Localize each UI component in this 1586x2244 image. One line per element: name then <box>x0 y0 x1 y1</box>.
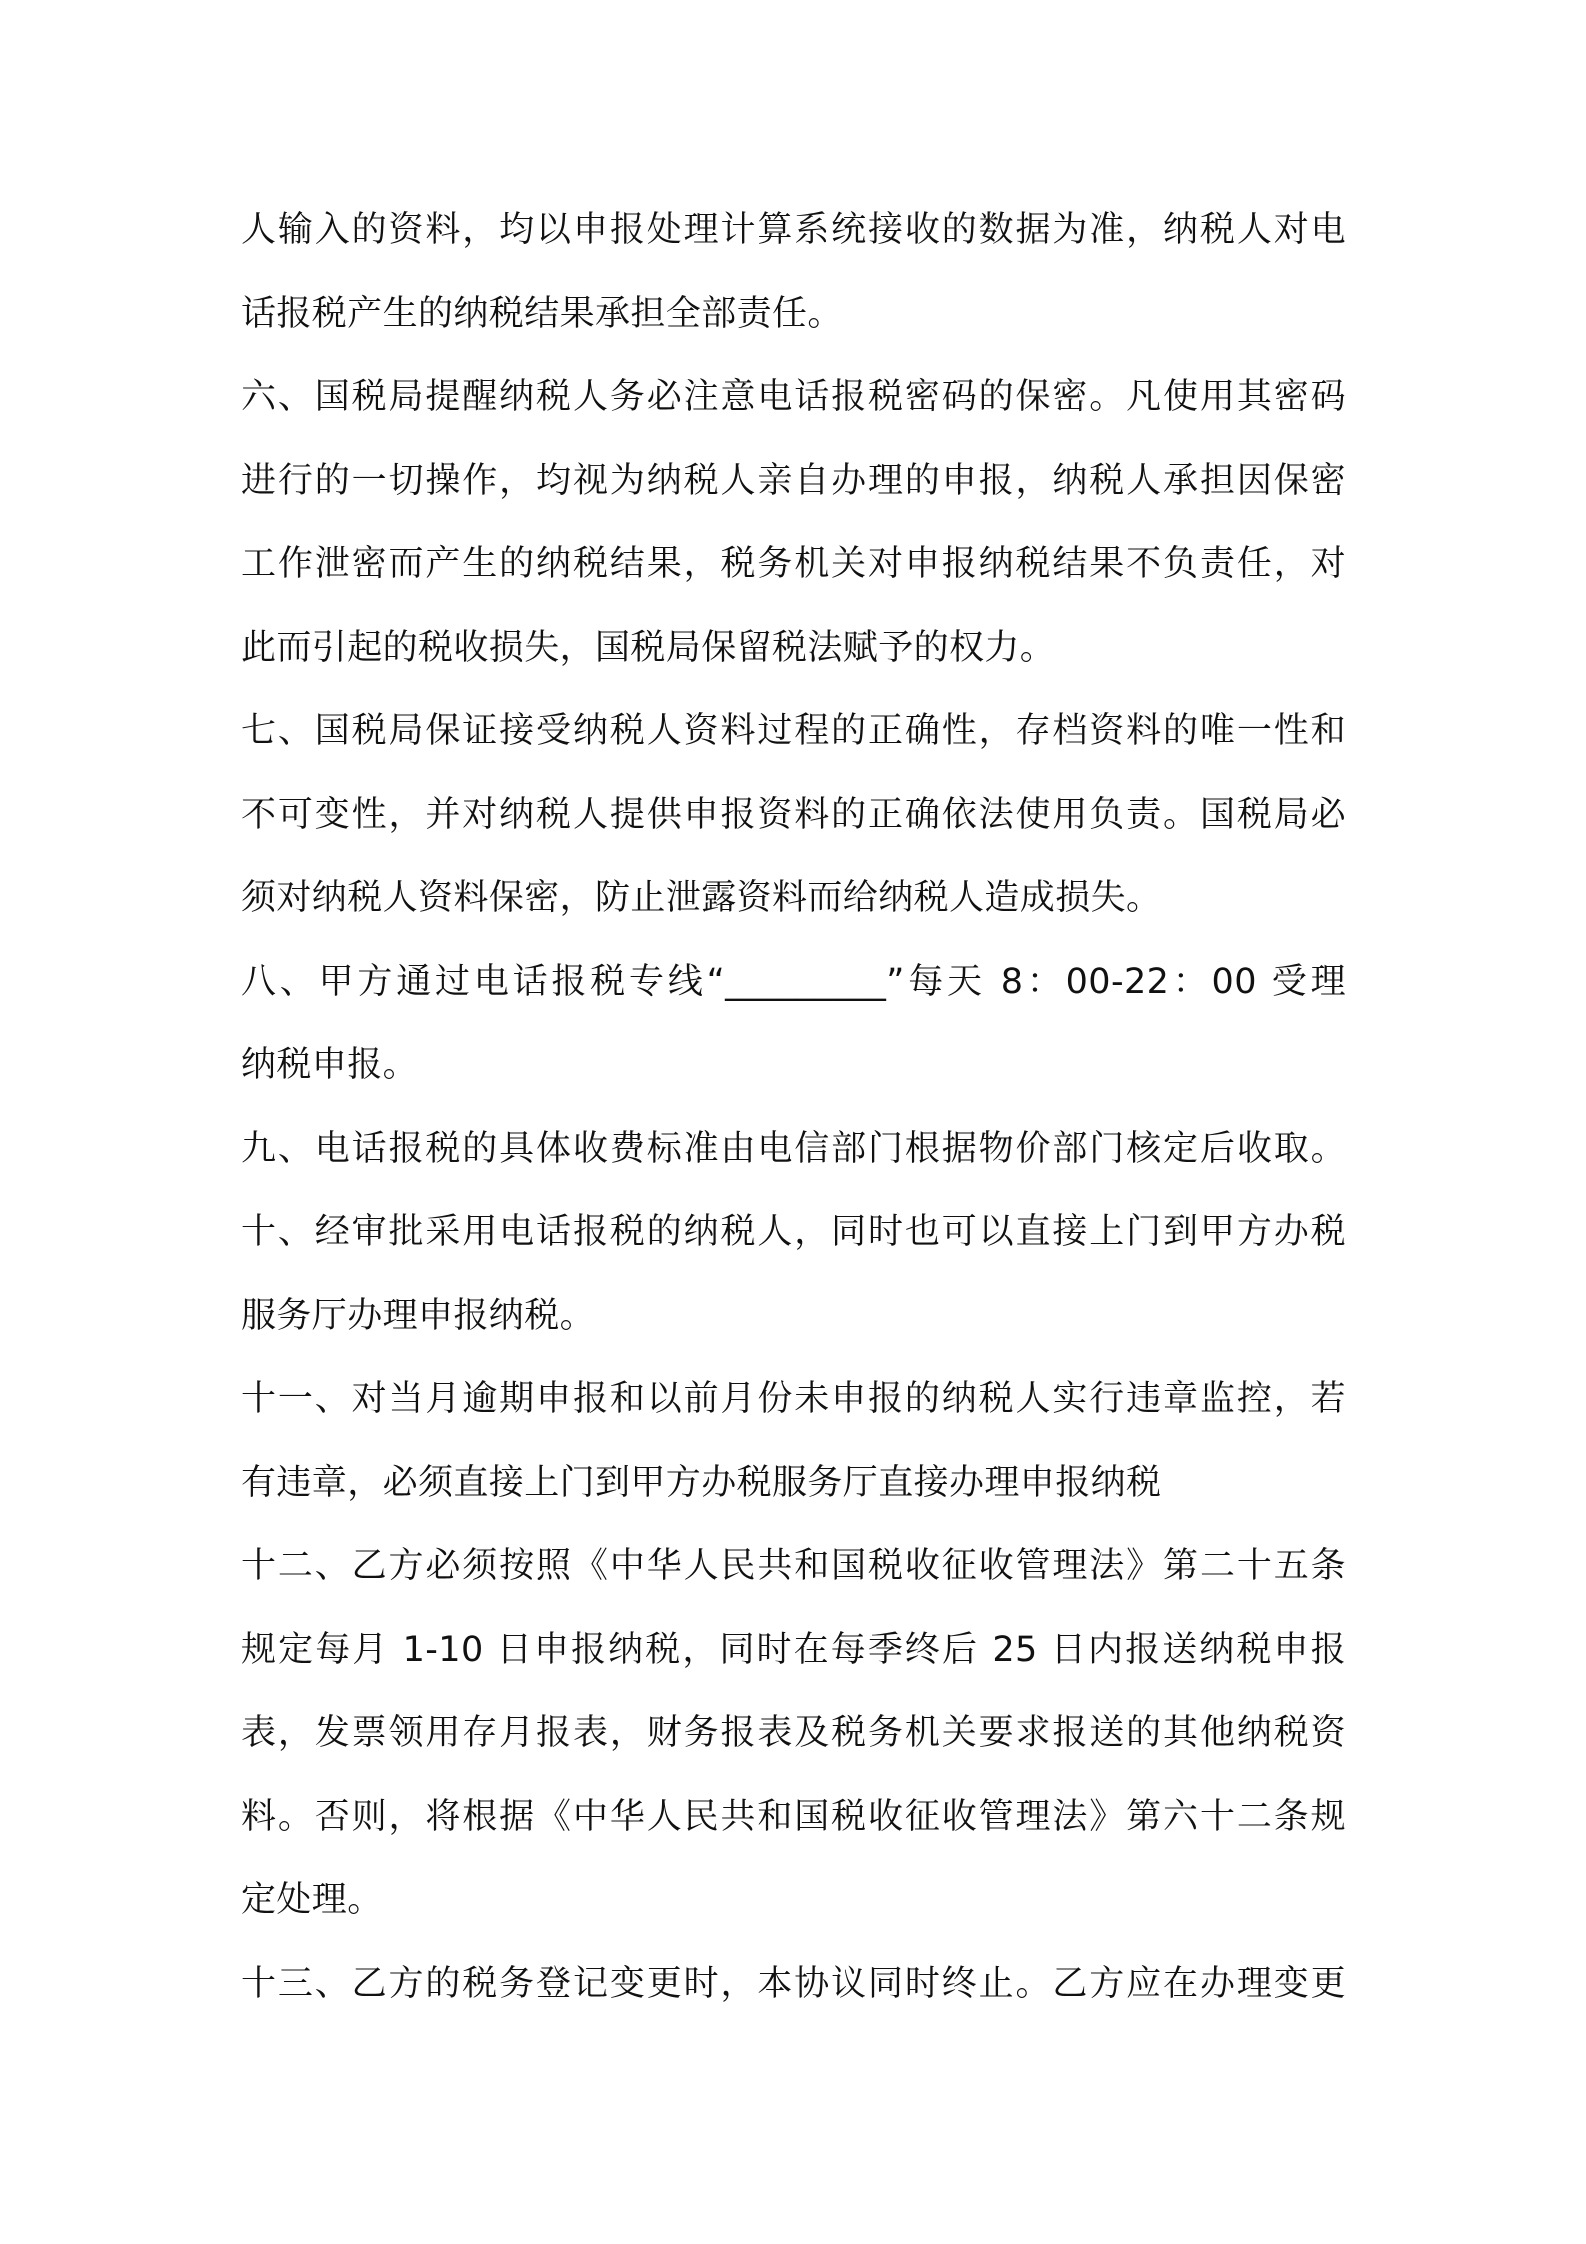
text-line: 十、经审批采用电话报税的纳税人，同时也可以直接上门到甲方办税 <box>241 1212 1346 1252</box>
text-line: 表，发票领用存月报表，财务报表及税务机关要求报送的其他纳税资 <box>241 1713 1346 1753</box>
text-line: 七、国税局保证接受纳税人资料过程的正确性，存档资料的唯一性和 <box>241 711 1346 751</box>
text-line: 规定每月 1-10 日申报纳税，同时在每季终后 25 日内报送纳税申报 <box>241 1629 1346 1670</box>
text-line: 八、甲方通过电话报税专线“_________”每天 8：00-22：00 受理 <box>241 961 1346 1002</box>
text-line: 须对纳税人资料保密，防止泄露资料而给纳税人造成损失。 <box>241 878 1162 918</box>
text-line: 进行的一切操作，均视为纳税人亲自办理的申报，纳税人承担因保密 <box>241 460 1346 501</box>
text-line: 纳税申报。 <box>241 1045 419 1085</box>
text-line: 此而引起的税收损失，国税局保留税法赋予的权力。 <box>241 627 1056 668</box>
text-line: 十三、乙方的税务登记变更时，本协议同时终止。乙方应在办理变更 <box>241 1963 1346 2004</box>
text-line: 不可变性，并对纳税人提供申报资料的正确依法使用负责。国税局必 <box>241 794 1346 835</box>
text-line: 工作泄密而产生的纳税结果，税务机关对申报纳税结果不负责任，对 <box>241 544 1346 584</box>
text-line: 十二、乙方必须按照《中华人民共和国税收征收管理法》第二十五条 <box>241 1546 1346 1586</box>
text-line: 十一、对当月逾期申报和以前月份未申报的纳税人实行违章监控，若 <box>241 1379 1346 1419</box>
document-body <box>241 200 1346 2037</box>
text-line: 有违章，必须直接上门到甲方办税服务厅直接办理申报纳税 <box>241 1462 1162 1503</box>
text-line: 话报税产生的纳税结果承担全部责任。 <box>241 293 843 334</box>
text-line: 服务厅办理申报纳税。 <box>241 1295 596 1336</box>
text-line: 六、国税局提醒纳税人务必注意电话报税密码的保密。凡使用其密码 <box>241 377 1346 417</box>
text-line: 九、电话报税的具体收费标准由电信部门根据物价部门核定后收取。 <box>241 1128 1346 1169</box>
text-line: 定处理。 <box>241 1880 383 1920</box>
text-line: 料。否则，将根据《中华人民共和国税收征收管理法》第六十二条规 <box>241 1796 1346 1837</box>
text-line: 人输入的资料，均以申报处理计算系统接收的数据为准，纳税人对电 <box>241 210 1346 250</box>
